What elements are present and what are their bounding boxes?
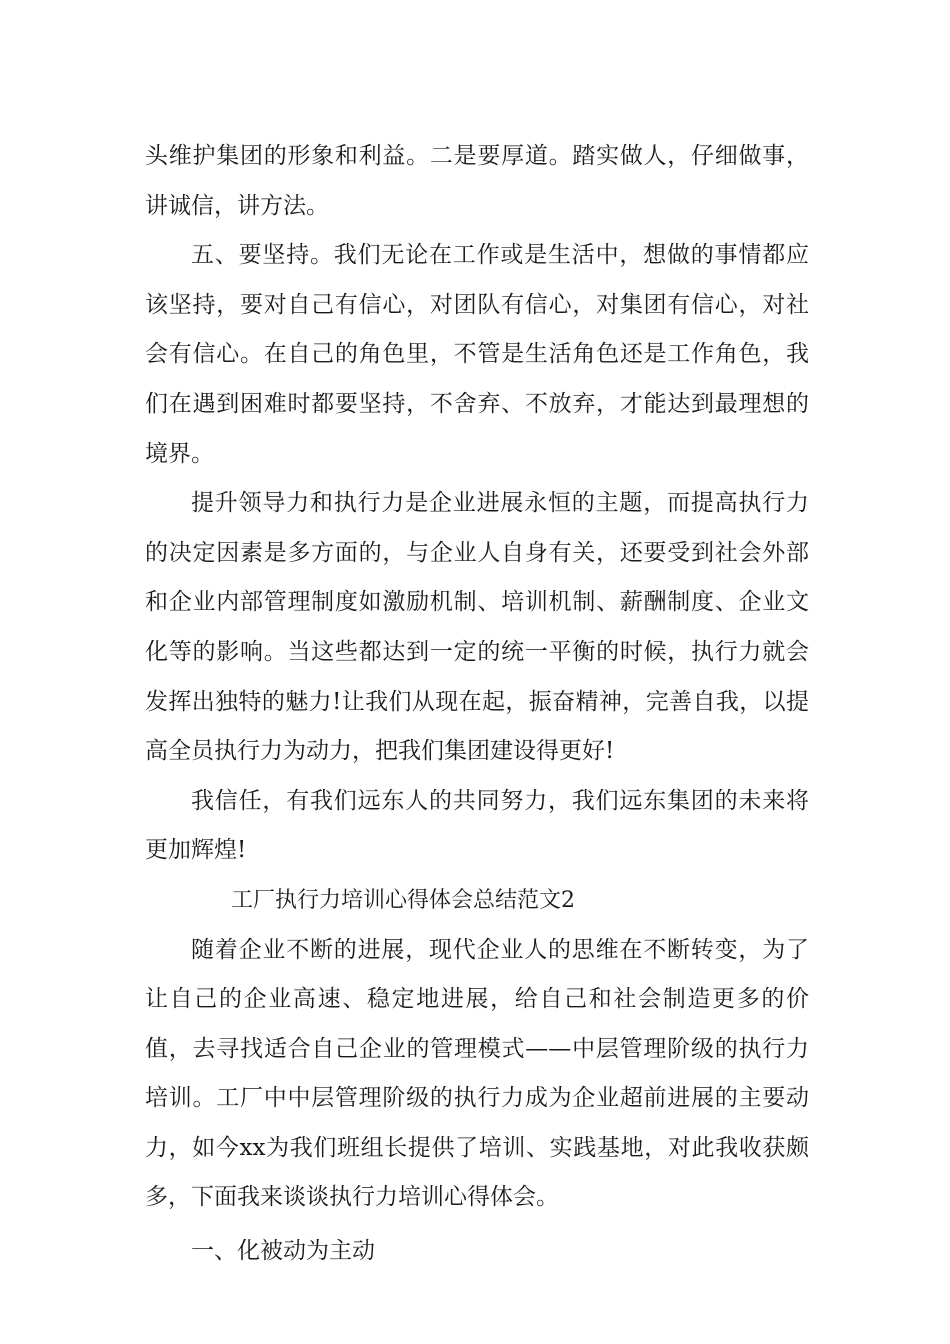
paragraph-persistence: 五、要坚持。我们无论在工作或是生活中，想做的事情都应该坚持，要对自己有信心，对团队有信心，对集团有信心，对社会有信心。在自己的角色里，不管是生活角色还是工作角色，我们在遇到困难时都要坚持，不舍弃、不放弃，才能达到最理想的境界。 <box>145 242 809 467</box>
paragraph-continuation: 头维护集团的形象和利益。二是要厚道。踏实做人，仔细做事，讲诚信，讲方法。 <box>145 143 809 219</box>
paragraph-belief: 我信任，有我们远东人的共同努力，我们远东集团的未来将更加辉煌! <box>145 787 809 864</box>
paragraph-leadership: 提升领导力和执行力是企业进展永恒的主题，而提高执行力的决定因素是多方面的，与企业人自身有关，还要受到社会外部和企业内部管理制度如激励机制、培训机制、薪酬制度、企业文化等的影响。当这些都达到一定的统一平衡的时候，执行力就会发挥出独特的魅力!让我们从现在起，振奋精神，完善自我，以提高全员执行力为动力，把我们集团建设得更好! <box>145 490 809 765</box>
paragraph-intro: 随着企业不断的进展，现代企业人的思维在不断转变，为了让自己的企业高速、稳定地进展，给自己和社会制造更多的价值，去寻找适合自己企业的管理模式——中层管理阶级的执行力培训。工厂中中层管理阶级的执行力成为企业超前进展的主要动力，如今xx为我们班组长提供了培训、实践基地，对此我收获颇多，下面我来谈谈执行力培训心得体会。 <box>145 936 809 1211</box>
document-body <box>145 132 809 1277</box>
subheading-first-point: 一、化被动为主动 <box>191 1238 375 1265</box>
section-title: 工厂执行力培训心得体会总结范文2 <box>231 887 575 913</box>
